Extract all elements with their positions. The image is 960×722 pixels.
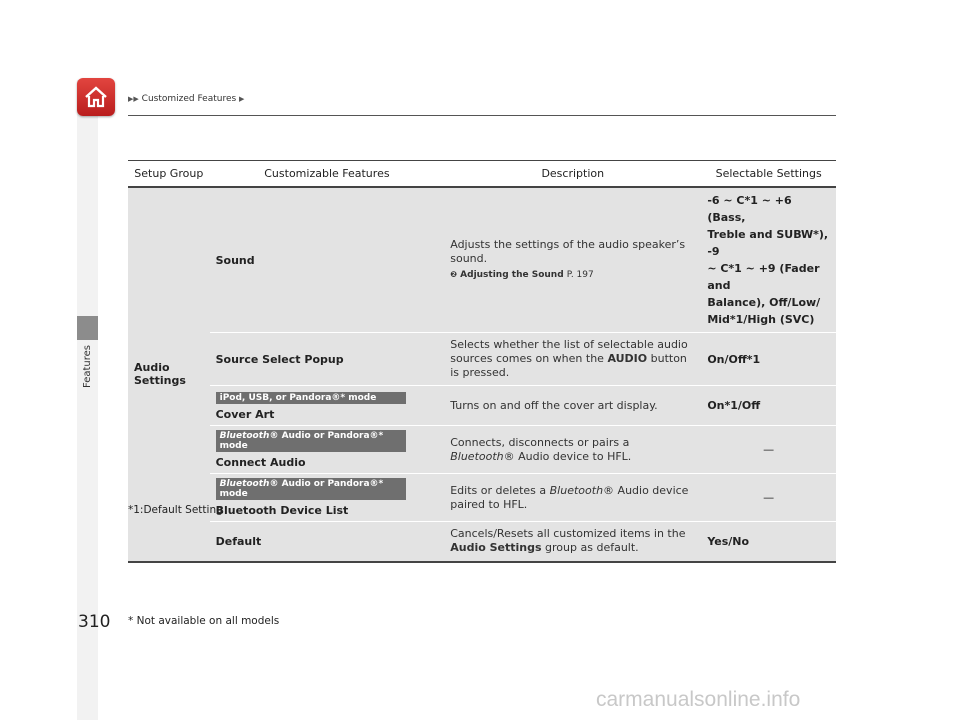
header-setup-group: Setup Group xyxy=(128,161,210,188)
description-italic: Bluetooth xyxy=(549,483,604,497)
breadcrumb-item[interactable]: Customized Features xyxy=(141,94,237,104)
selectable-settings: — xyxy=(701,426,836,474)
reference-label: Adjusting the Sound xyxy=(460,270,564,280)
default-setting-footnote: *1:Default Setting xyxy=(128,504,223,516)
breadcrumb-arrow-icon: ▶▶ xyxy=(128,95,139,103)
description-text: Edits or deletes a xyxy=(450,483,550,497)
feature-name: Bluetooth Device List xyxy=(215,504,349,517)
feature-description xyxy=(444,333,701,386)
breadcrumb xyxy=(128,94,244,104)
table-row xyxy=(128,333,836,386)
feature-name: Connect Audio xyxy=(215,456,306,469)
watermark: carmanualsonline.info xyxy=(596,688,801,711)
feature-name: Cover Art xyxy=(215,408,275,421)
setup-group-cell: Audio Settings xyxy=(128,187,210,562)
description-text: Selects whether the list of selectable audio sources comes on when the xyxy=(450,338,688,365)
section-side-label: Features xyxy=(82,345,93,388)
mode-tag: iPod, USB, or Pandora®* mode xyxy=(216,392,406,404)
settings-line: Balance), Off/Low/ xyxy=(707,296,821,309)
reference-page: P. 197 xyxy=(566,270,594,280)
feature-description xyxy=(444,522,701,562)
description-text: ® Audio device paired to HFL. xyxy=(450,483,689,511)
reference-arrow-icon: ❷ xyxy=(450,270,458,279)
settings-value: Yes/No xyxy=(707,534,750,548)
header-rule xyxy=(128,115,836,116)
table-row xyxy=(128,522,836,562)
description-italic: Bluetooth xyxy=(450,449,504,463)
description-bold: AUDIO xyxy=(607,352,648,365)
table-row xyxy=(128,386,836,426)
table-row xyxy=(128,474,836,522)
feature-cell xyxy=(210,426,445,474)
page-number: 310 xyxy=(78,612,111,632)
description-text: Cancels/Resets all customized items in the xyxy=(450,527,686,541)
feature-name: Default xyxy=(210,522,445,562)
selectable-settings xyxy=(701,522,836,562)
feature-description xyxy=(444,187,701,333)
header-customizable-features: Customizable Features xyxy=(210,161,445,188)
description-text: ® Audio device to HFL. xyxy=(503,449,632,463)
mode-tag xyxy=(216,478,406,500)
selectable-settings: — xyxy=(701,474,836,522)
settings-line: -6 ~ C*1 ~ +6 (Bass, xyxy=(707,194,792,224)
settings-value: On*1/Off xyxy=(707,399,761,412)
feature-description xyxy=(444,474,701,522)
description-text: button is pressed. xyxy=(450,352,687,379)
settings-line: Treble and SUBW*), -9 xyxy=(707,228,829,258)
selectable-settings xyxy=(701,333,836,386)
description-bold: Audio Settings xyxy=(450,541,542,555)
description-text: Adjusts the settings of the audio speaker’s sound. xyxy=(450,238,686,265)
section-tab-marker xyxy=(77,316,98,340)
cross-reference[interactable] xyxy=(450,268,695,282)
tag-italic: Bluetooth xyxy=(219,431,270,441)
table-row xyxy=(128,426,836,474)
availability-note: * Not available on all models xyxy=(128,615,280,627)
selectable-settings xyxy=(701,187,836,333)
mode-tag xyxy=(216,430,406,452)
settings-value: On/Off*1 xyxy=(707,352,761,366)
customization-table xyxy=(128,160,836,563)
breadcrumb-arrow-icon: ▶ xyxy=(239,95,245,103)
tag-italic: Bluetooth xyxy=(219,479,270,489)
description-text: group as default. xyxy=(541,541,639,555)
description-text: Connects, disconnects or pairs a xyxy=(450,435,630,449)
tag-text: ® Audio or Pandora®* mode xyxy=(219,479,384,499)
feature-cell xyxy=(210,386,445,426)
selectable-settings xyxy=(701,386,836,426)
feature-description xyxy=(444,426,701,474)
settings-line: Mid*1/High (SVC) xyxy=(707,313,815,326)
header-description: Description xyxy=(444,161,701,188)
feature-description: Turns on and off the cover art display. xyxy=(444,386,701,426)
settings-line: ~ C*1 ~ +9 (Fader and xyxy=(707,262,820,292)
home-glyph xyxy=(83,85,109,109)
header-selectable-settings: Selectable Settings xyxy=(701,161,836,188)
home-icon[interactable] xyxy=(77,78,115,116)
feature-name: Sound xyxy=(210,187,445,333)
table-row xyxy=(128,187,836,333)
tag-text: ® Audio or Pandora®* mode xyxy=(219,431,384,451)
feature-name: Source Select Popup xyxy=(210,333,445,386)
feature-cell xyxy=(210,474,445,522)
